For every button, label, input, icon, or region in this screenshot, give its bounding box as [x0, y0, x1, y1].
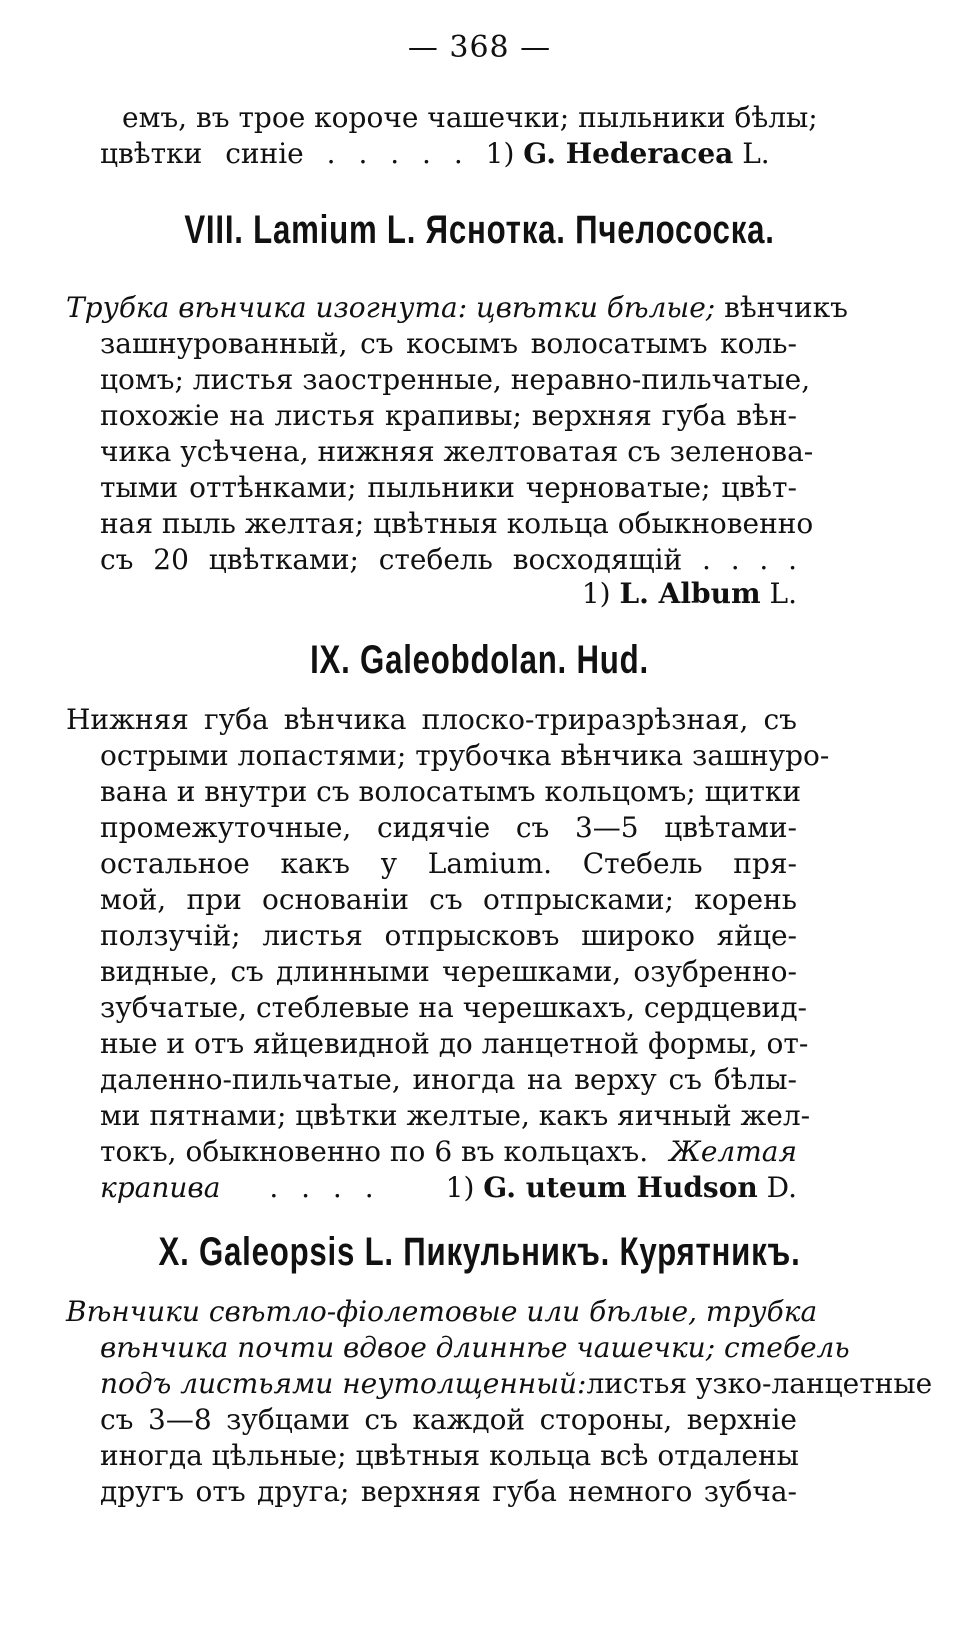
- section-viii-line-3: цомъ; листья заостренные, неравно-пильчатые,: [100, 363, 811, 396]
- section-viii-line-6: тыми оттѣнками; пыльники черноватые; цвѣт-: [100, 471, 797, 504]
- section-viii-line-4: похожіе на листья крапивы; верхняя губа вѣн-: [100, 399, 797, 432]
- section-ix-line-6: мой, при основаніи съ отпрысками; корень: [100, 883, 797, 916]
- intro-line-1: емъ, въ трое короче чашечки; пыльники бѣлы;: [122, 101, 818, 134]
- species-g-luteum: G. uteum Hudson: [483, 1171, 758, 1204]
- section-x-line-4: съ 3—8 зубцами съ каждой стороны, верхніе: [100, 1403, 797, 1436]
- section-viii-line-7: ная пыль желтая; цвѣтныя кольца обыкновенно: [100, 507, 814, 540]
- section-ix-line-5: остальное какъ у Lamium. Стебель пря-: [100, 847, 797, 880]
- section-ix-line-2: острыми лопастями; трубочка вѣнчика зашнуро-: [100, 739, 830, 772]
- intro-line-2-text: цвѣтки синіе . . . . . 1): [100, 137, 515, 170]
- page-number: — 368 —: [407, 30, 552, 65]
- section-x-line-3: [100, 1366, 933, 1402]
- section-ix-species-line: [100, 1170, 797, 1206]
- section-ix-line-9: зубчатые, стеблевые на черешкахъ, сердцевид-: [100, 991, 808, 1024]
- section-ix-line-11: даленно-пильчатые, иногда на верху съ бѣлы-: [100, 1063, 797, 1096]
- section-ix-line-12: ми пятнами; цвѣтки желтые, какъ яичный жел-: [100, 1099, 811, 1132]
- section-ix-heading: IX. Galeobdolan. Hud.: [310, 638, 649, 682]
- section-viii-species-line: [100, 576, 797, 612]
- section-ix-line-13: [100, 1134, 797, 1170]
- section-viii-line-1: [66, 290, 848, 326]
- species-number: 1): [445, 1171, 475, 1204]
- species-author: L.: [769, 577, 797, 610]
- section-x-line-2: вѣнчика почти вдвое длиннѣе чашечки; стебель: [100, 1331, 850, 1364]
- leader-dots: . . . .: [269, 1171, 374, 1204]
- section-viii-line-1-rest: вѣнчикъ: [724, 291, 848, 324]
- section-x-line-1: Вѣнчики свѣтло-фіолетовые или бѣлые, трубка: [66, 1295, 818, 1328]
- section-ix-italic-common-name-cont: крапива: [100, 1171, 221, 1204]
- species-number: 1): [581, 577, 611, 610]
- species-author: L.: [742, 137, 770, 170]
- section-viii-line-8: съ 20 цвѣтками; стебель восходящій . . . .: [100, 543, 797, 576]
- species-author: D.: [766, 1171, 797, 1204]
- section-ix-italic-common-name: Желтая: [669, 1135, 797, 1168]
- section-ix-line-7: ползучій; листья отпрысковъ широко яйце-: [100, 919, 797, 952]
- section-ix-line-4: промежуточные, сидячіе съ 3—5 цвѣтами-: [100, 811, 797, 844]
- species-l-album: L. Album: [619, 577, 761, 610]
- section-ix-line-13-text: токъ, обыкновенно по 6 въ кольцахъ.: [100, 1135, 649, 1168]
- section-ix-line-3: вана и внутри съ волосатымъ кольцомъ; щитки: [100, 775, 801, 808]
- section-viii-line-2: зашнурованный, съ косымъ волосатымъ коль-: [100, 327, 797, 360]
- section-viii-line-5: чика усѣчена, нижняя желтоватая съ зеленова-: [100, 435, 814, 468]
- species-g-hederacea: G. Hederacea: [523, 137, 734, 170]
- section-x-line-5: иногда цѣльные; цвѣтныя кольца всѣ отдалены: [100, 1439, 799, 1472]
- section-viii-heading: VIII. Lamium L. Яснотка. Пчелососка.: [184, 208, 775, 252]
- section-x-line-6: другъ отъ друга; верхняя губа немного зубча-: [100, 1475, 797, 1508]
- intro-line-2: [100, 136, 797, 172]
- section-ix-line-8: видные, съ длинными черешками, озубренно-: [100, 955, 797, 988]
- section-viii-italic-lead: Трубка вѣнчика изогнута: цвѣтки бѣлые;: [66, 291, 716, 324]
- section-x-italic-lead: подъ листьями неутолщенный:: [100, 1367, 587, 1400]
- section-ix-line-1: Нижняя губа вѣнчика плоско-триразрѣзная, съ: [66, 703, 797, 736]
- section-ix-line-10: ные и отъ яйцевидной до ланцетной формы, от-: [100, 1027, 809, 1060]
- section-x-heading: X. Galeopsis L. Пикульникъ. Курятникъ.: [158, 1230, 801, 1274]
- section-x-line-3-rest: листья узко-ланцетные: [586, 1367, 933, 1400]
